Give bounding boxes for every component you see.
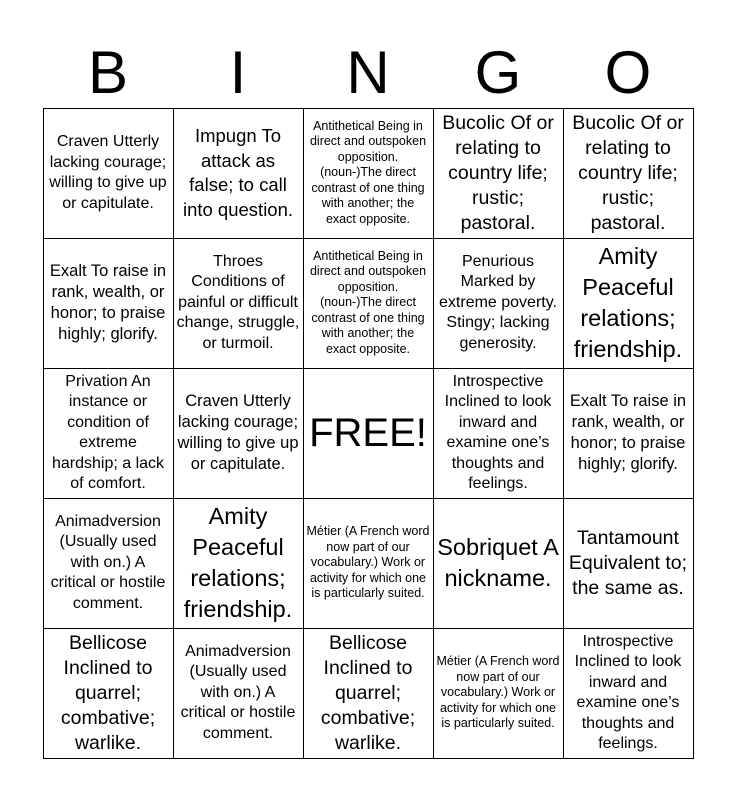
cell-text: Métier (A French word now part of our vocabulary.) Work or activity for which one is particularly suited. <box>436 654 560 731</box>
bingo-cell[interactable] <box>563 108 694 239</box>
cell-text: Introspective Inclined to look inward and examine one’s thoughts and feelings. <box>574 632 682 752</box>
cell-text: Penurious Marked by extreme poverty. Stingy; lacking generosity. <box>439 252 557 352</box>
cell-text: Craven Utterly lacking courage; willing to give up or capitulate. <box>49 133 167 212</box>
bingo-cell[interactable] <box>303 238 434 369</box>
bingo-cell[interactable] <box>433 628 564 759</box>
cell-text: Amity Peaceful relations; friendship. <box>183 503 293 622</box>
bingo-grid <box>43 108 693 758</box>
header-letter-g: G <box>474 39 522 106</box>
bingo-header <box>43 38 693 108</box>
cell-text: Antithetical Being in direct and outspoken opposition. (noun-)The direct contrast of one thing with another; the exact opposite. <box>309 248 427 356</box>
cell-text: Antithetical Being in direct and outspoken opposition. (noun-)The direct contrast of one thing with another; the exact opposite. <box>309 118 427 226</box>
bingo-cell[interactable] <box>173 368 304 499</box>
cell-text: Bellicose Inclined to quarrel; combative; warlike. <box>60 631 156 754</box>
bingo-cell[interactable] <box>173 108 304 239</box>
cell-text: Exalt To raise in rank, wealth, or honor; to praise highly; glorify. <box>569 392 687 473</box>
bingo-cell[interactable] <box>173 238 304 369</box>
header-letter-b: B <box>87 39 129 106</box>
bingo-cell[interactable] <box>173 628 304 759</box>
header-letter-n: N <box>346 39 390 106</box>
bingo-cell[interactable] <box>303 498 434 629</box>
cell-text: Tantamount Equivalent to; the same as. <box>568 526 688 599</box>
bingo-cell[interactable] <box>563 498 694 629</box>
free-space-cell[interactable] <box>303 368 434 499</box>
bingo-cell[interactable] <box>43 628 174 759</box>
bingo-cell[interactable] <box>563 368 694 499</box>
bingo-cell[interactable] <box>43 238 174 369</box>
bingo-cell[interactable] <box>173 498 304 629</box>
bingo-cell[interactable] <box>563 238 694 369</box>
header-letter-o: O <box>604 39 652 106</box>
header-letter-i: I <box>229 39 247 106</box>
cell-text: Animadversion (Usually used with on.) A critical or hostile comment. <box>50 512 166 612</box>
cell-text: Animadversion (Usually used with on.) A critical or hostile comment. <box>180 642 296 742</box>
cell-text: Privation An instance or condition of extreme hardship; a lack of comfort. <box>51 372 165 492</box>
bingo-cell[interactable] <box>303 108 434 239</box>
cell-text: Exalt To raise in rank, wealth, or honor; to praise highly; glorify. <box>49 262 167 343</box>
cell-text: Sobriquet A nickname. <box>437 534 559 591</box>
cell-text: Introspective Inclined to look inward and examine one’s thoughts and feelings. <box>444 372 552 492</box>
cell-text: Craven Utterly lacking courage; willing to give up or capitulate. <box>177 392 299 473</box>
cell-text: Throes Conditions of painful or difficult change, struggle, or turmoil. <box>176 252 300 352</box>
bingo-cell[interactable] <box>433 368 564 499</box>
bingo-cell[interactable] <box>43 108 174 239</box>
cell-text: Bucolic Of or relating to country life; rustic; pastoral. <box>442 111 554 234</box>
cell-text: Bellicose Inclined to quarrel; combative; warlike. <box>320 631 416 754</box>
bingo-cell[interactable] <box>43 498 174 629</box>
cell-text: Métier (A French word now part of our vocabulary.) Work or activity for which one is particularly suited. <box>306 524 430 601</box>
bingo-cell[interactable] <box>303 628 434 759</box>
cell-text: FREE! <box>309 411 427 455</box>
bingo-cell[interactable] <box>433 498 564 629</box>
bingo-cell[interactable] <box>433 108 564 239</box>
bingo-cell[interactable] <box>43 368 174 499</box>
cell-text: Impugn To attack as false; to call into question. <box>182 125 294 220</box>
cell-text: Bucolic Of or relating to country life; rustic; pastoral. <box>572 111 684 234</box>
cell-text: Amity Peaceful relations; friendship. <box>573 243 683 362</box>
bingo-cell[interactable] <box>563 628 694 759</box>
bingo-cell[interactable] <box>433 238 564 369</box>
